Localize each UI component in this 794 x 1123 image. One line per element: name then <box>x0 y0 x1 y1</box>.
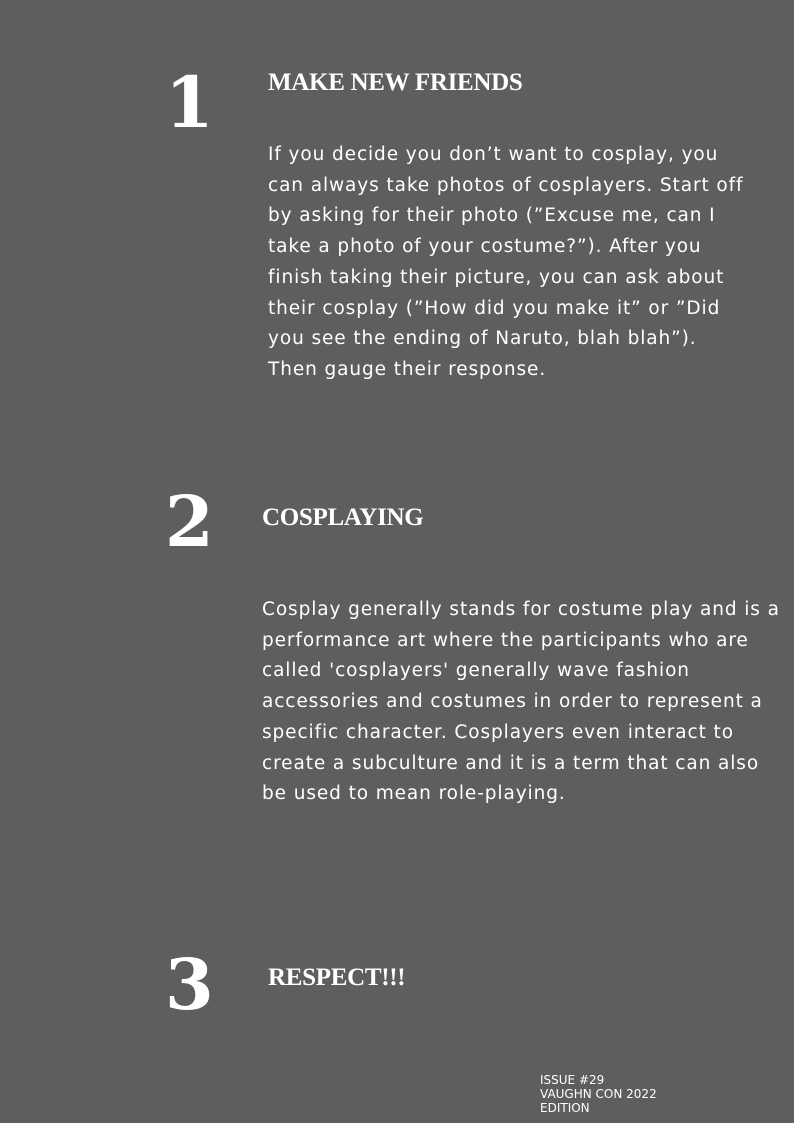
section-body-make-new-friends: If you decide you don’t want to cosplay, you can always take photos of cosplayers. Start off by asking for their photo (”Excuse me, can I take a photo of your costume?”). After you finish taking their picture, you can ask about their cosplay (”How did you make it” or ”Did you see the ending of Naruto, blah blah”). Then gauge their response. <box>268 144 744 380</box>
section-heading-respect: RESPECT!!! <box>268 964 406 991</box>
footer-edition: EDITION <box>540 1101 590 1115</box>
section-heading-cosplaying: COSPLAYING <box>262 504 424 531</box>
section-number-3: 3 <box>165 943 214 1026</box>
section-body-cosplaying: Cosplay generally stands for costume play and is a performance art where the participants who are called 'cosplayers' generally wave fashion accessories and costumes in order to represent a specific character. Cosplayers even interact to create a subculture and it is a term that can also be used to mean role-playing. <box>262 599 780 805</box>
section-number-1: 1 <box>165 61 214 144</box>
issue-footer <box>540 1073 657 1115</box>
section-heading-make-new-friends: MAKE NEW FRIENDS <box>268 69 523 96</box>
footer-issue: ISSUE #29 <box>540 1073 605 1087</box>
section-number-2: 2 <box>165 480 214 563</box>
footer-event: VAUGHN CON 2022 <box>540 1087 657 1101</box>
